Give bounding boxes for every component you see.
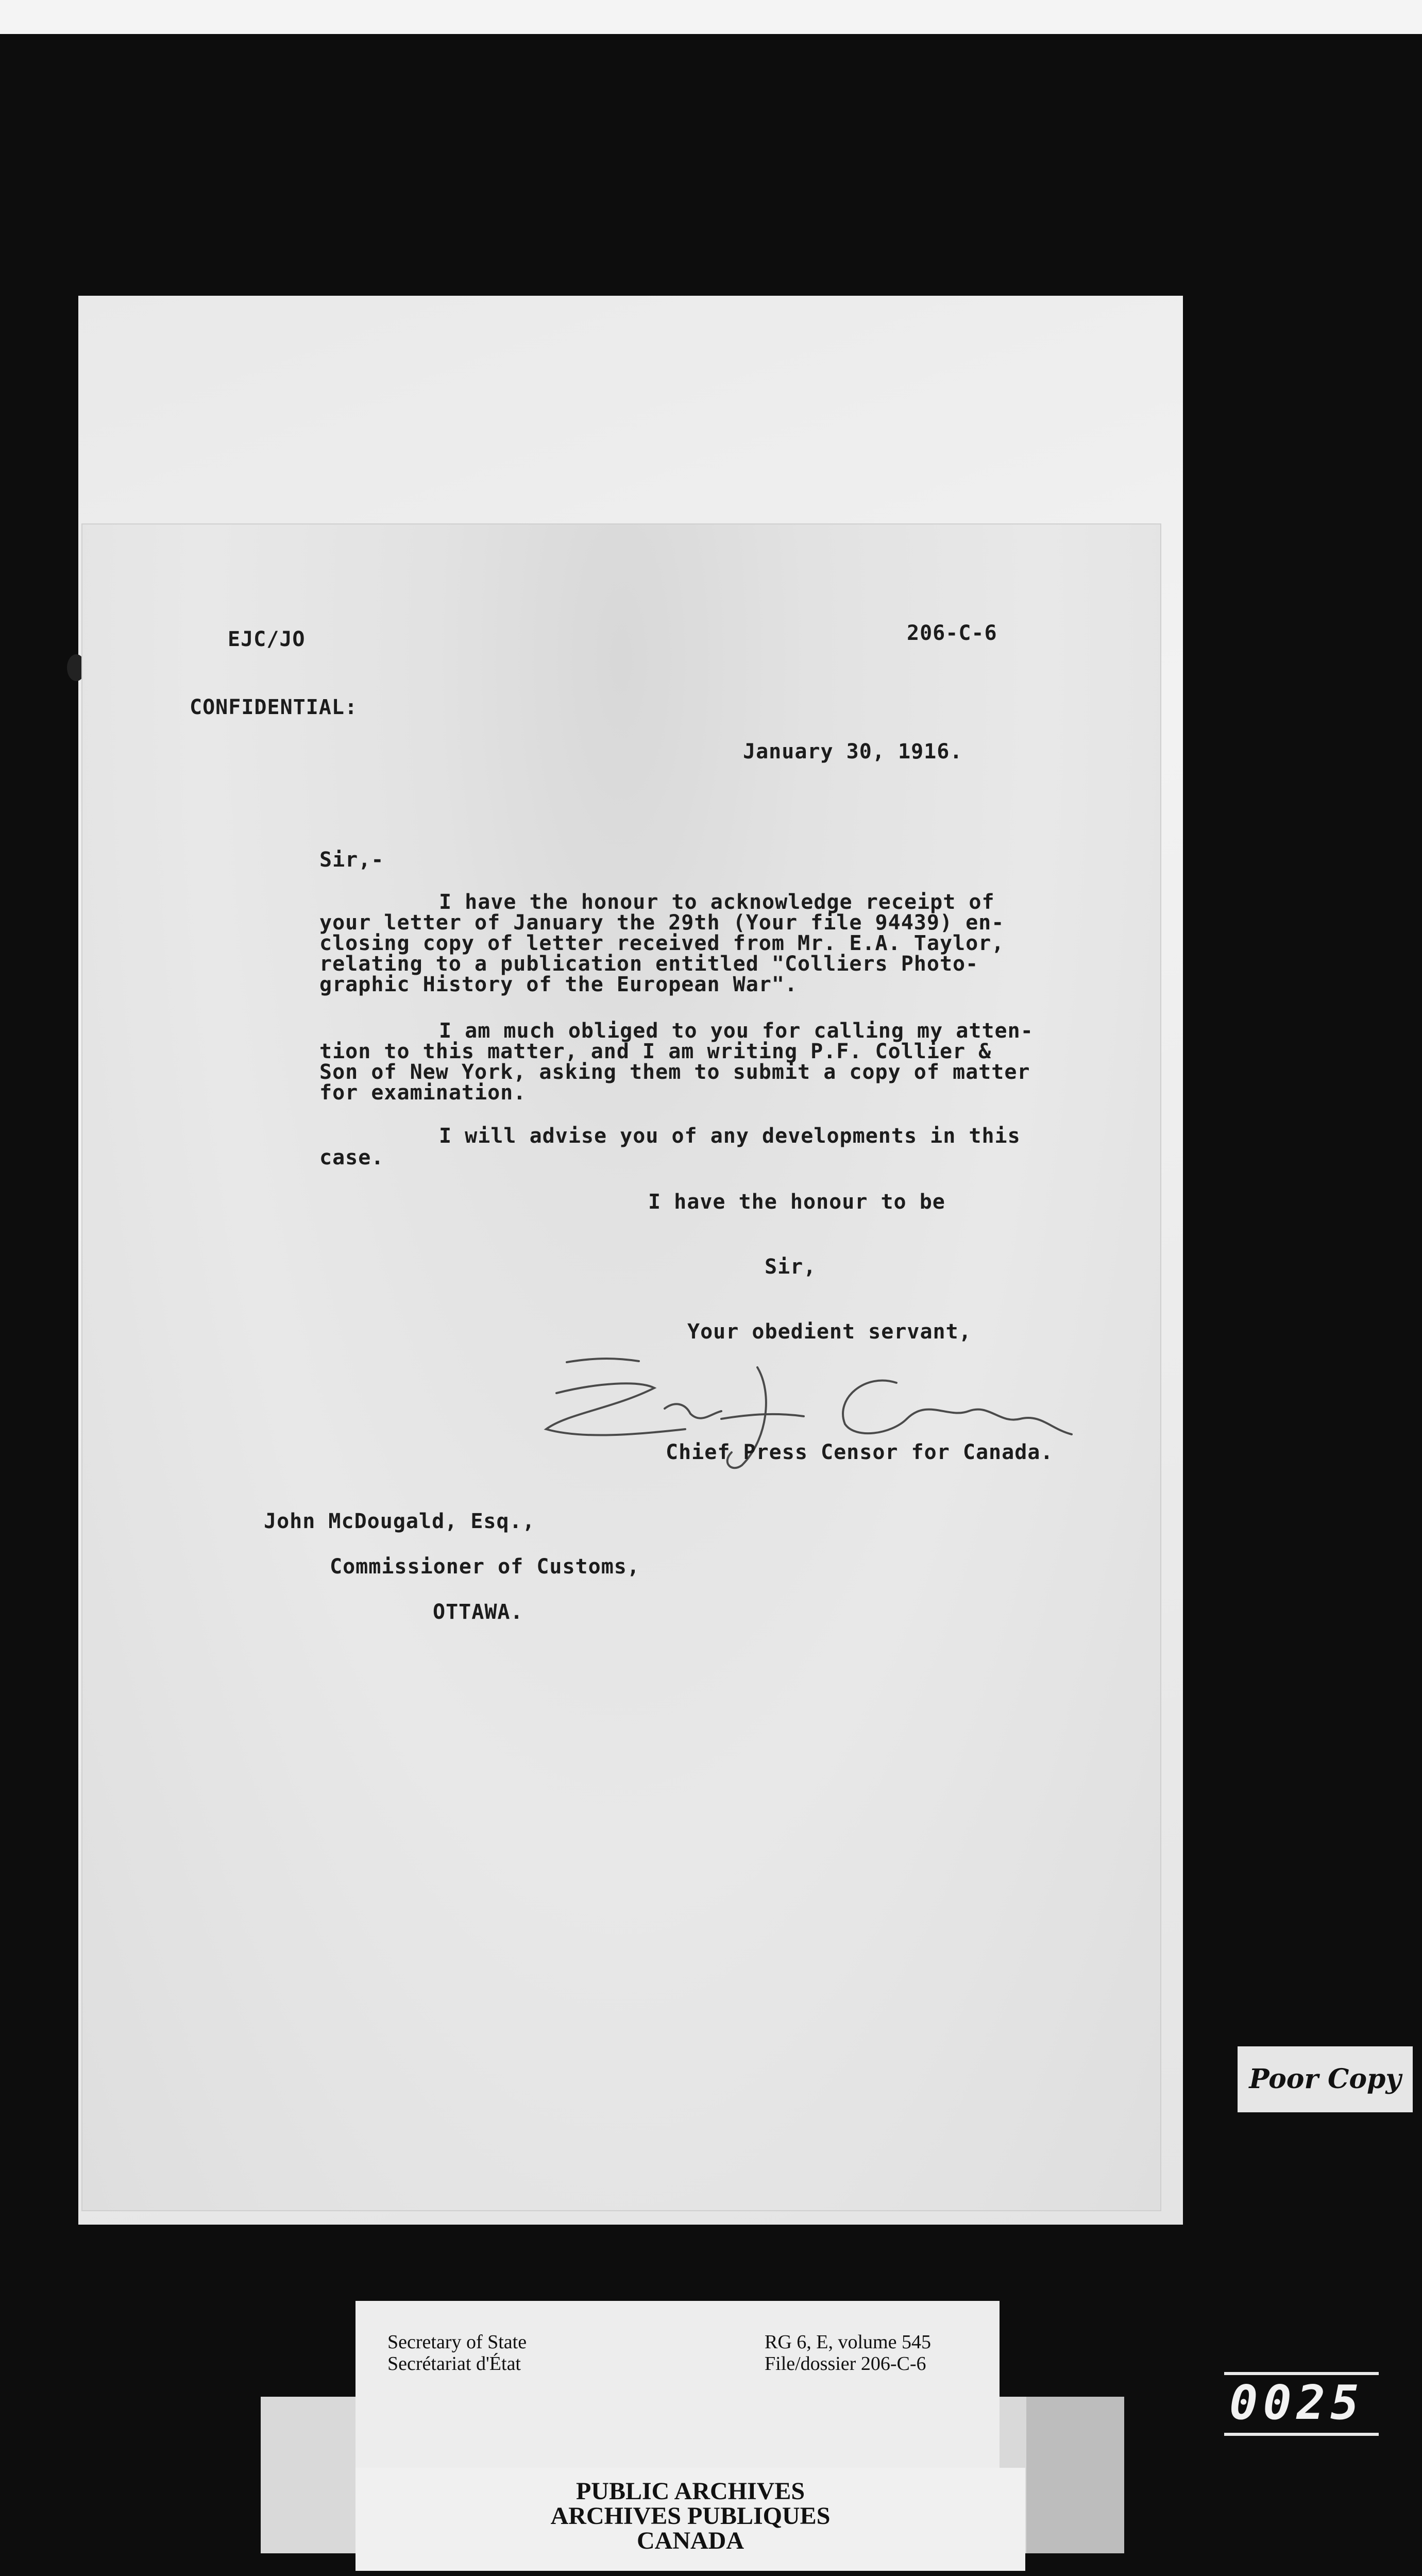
poor-copy-sticker: Poor Copy — [1238, 2046, 1413, 2112]
salutation: Sir,- — [319, 848, 384, 872]
archives-line-country: CANADA — [637, 2527, 744, 2554]
public-archives-label — [356, 2468, 1025, 2571]
letter-page — [82, 524, 1160, 2210]
archives-line-en: PUBLIC ARCHIVES — [575, 2478, 805, 2505]
letter-date: January 30, 1916. — [743, 740, 963, 764]
paragraph-line: I have the honour to acknowledge receipt of — [439, 890, 995, 914]
frame-counter: 0025 — [1224, 2372, 1379, 2436]
paragraph-line: your letter of January the 29th (Your file 94439) en- — [319, 911, 1005, 935]
paragraph-line: I will advise you of any developments in this — [439, 1124, 1021, 1148]
closing-line: I have the honour to be — [648, 1190, 945, 1214]
recipient-name: John McDougald, Esq., — [264, 1510, 535, 1533]
archive-file-card — [356, 2301, 1000, 2471]
paragraph-line: for examination. — [319, 1081, 527, 1105]
record-group: RG 6, E, volume 545 — [765, 2331, 931, 2353]
paragraph-line: graphic History of the European War". — [319, 973, 798, 996]
paragraph-line: tion to this matter, and I am writing P.F. Collier & — [319, 1040, 992, 1063]
file-number: 206-C-6 — [907, 621, 997, 645]
top-margin-strip — [0, 0, 1422, 34]
archives-line-fr: ARCHIVES PUBLIQUES — [550, 2502, 831, 2530]
signature-mark — [536, 1352, 1082, 1491]
closing-sir: Sir, — [765, 1255, 817, 1279]
recipient-city: OTTAWA. — [433, 1600, 523, 1624]
paragraph-line: closing copy of letter received from Mr. E.A. Taylor, — [319, 931, 1005, 955]
archive-band-tab — [1026, 2397, 1124, 2553]
recipient-title: Commissioner of Customs, — [330, 1555, 640, 1579]
signatory-title: Chief Press Censor for Canada. — [666, 1440, 1054, 1464]
paragraph-line: Son of New York, asking them to submit a copy of matter — [319, 1060, 1030, 1084]
department-fr: Secrétariat d'État — [387, 2353, 521, 2375]
paragraph-line: case. — [319, 1146, 384, 1170]
file-dossier: File/dossier 206-C-6 — [765, 2353, 926, 2375]
reference-initials: EJC/JO — [228, 628, 306, 651]
classification-label: CONFIDENTIAL: — [190, 696, 358, 719]
department-en: Secretary of State — [387, 2331, 527, 2353]
paragraph-line: I am much obliged to you for calling my atten- — [439, 1019, 1034, 1043]
paragraph-line: relating to a publication entitled "Colliers Photo- — [319, 952, 979, 976]
closing-servant: Your obedient servant, — [687, 1320, 972, 1344]
